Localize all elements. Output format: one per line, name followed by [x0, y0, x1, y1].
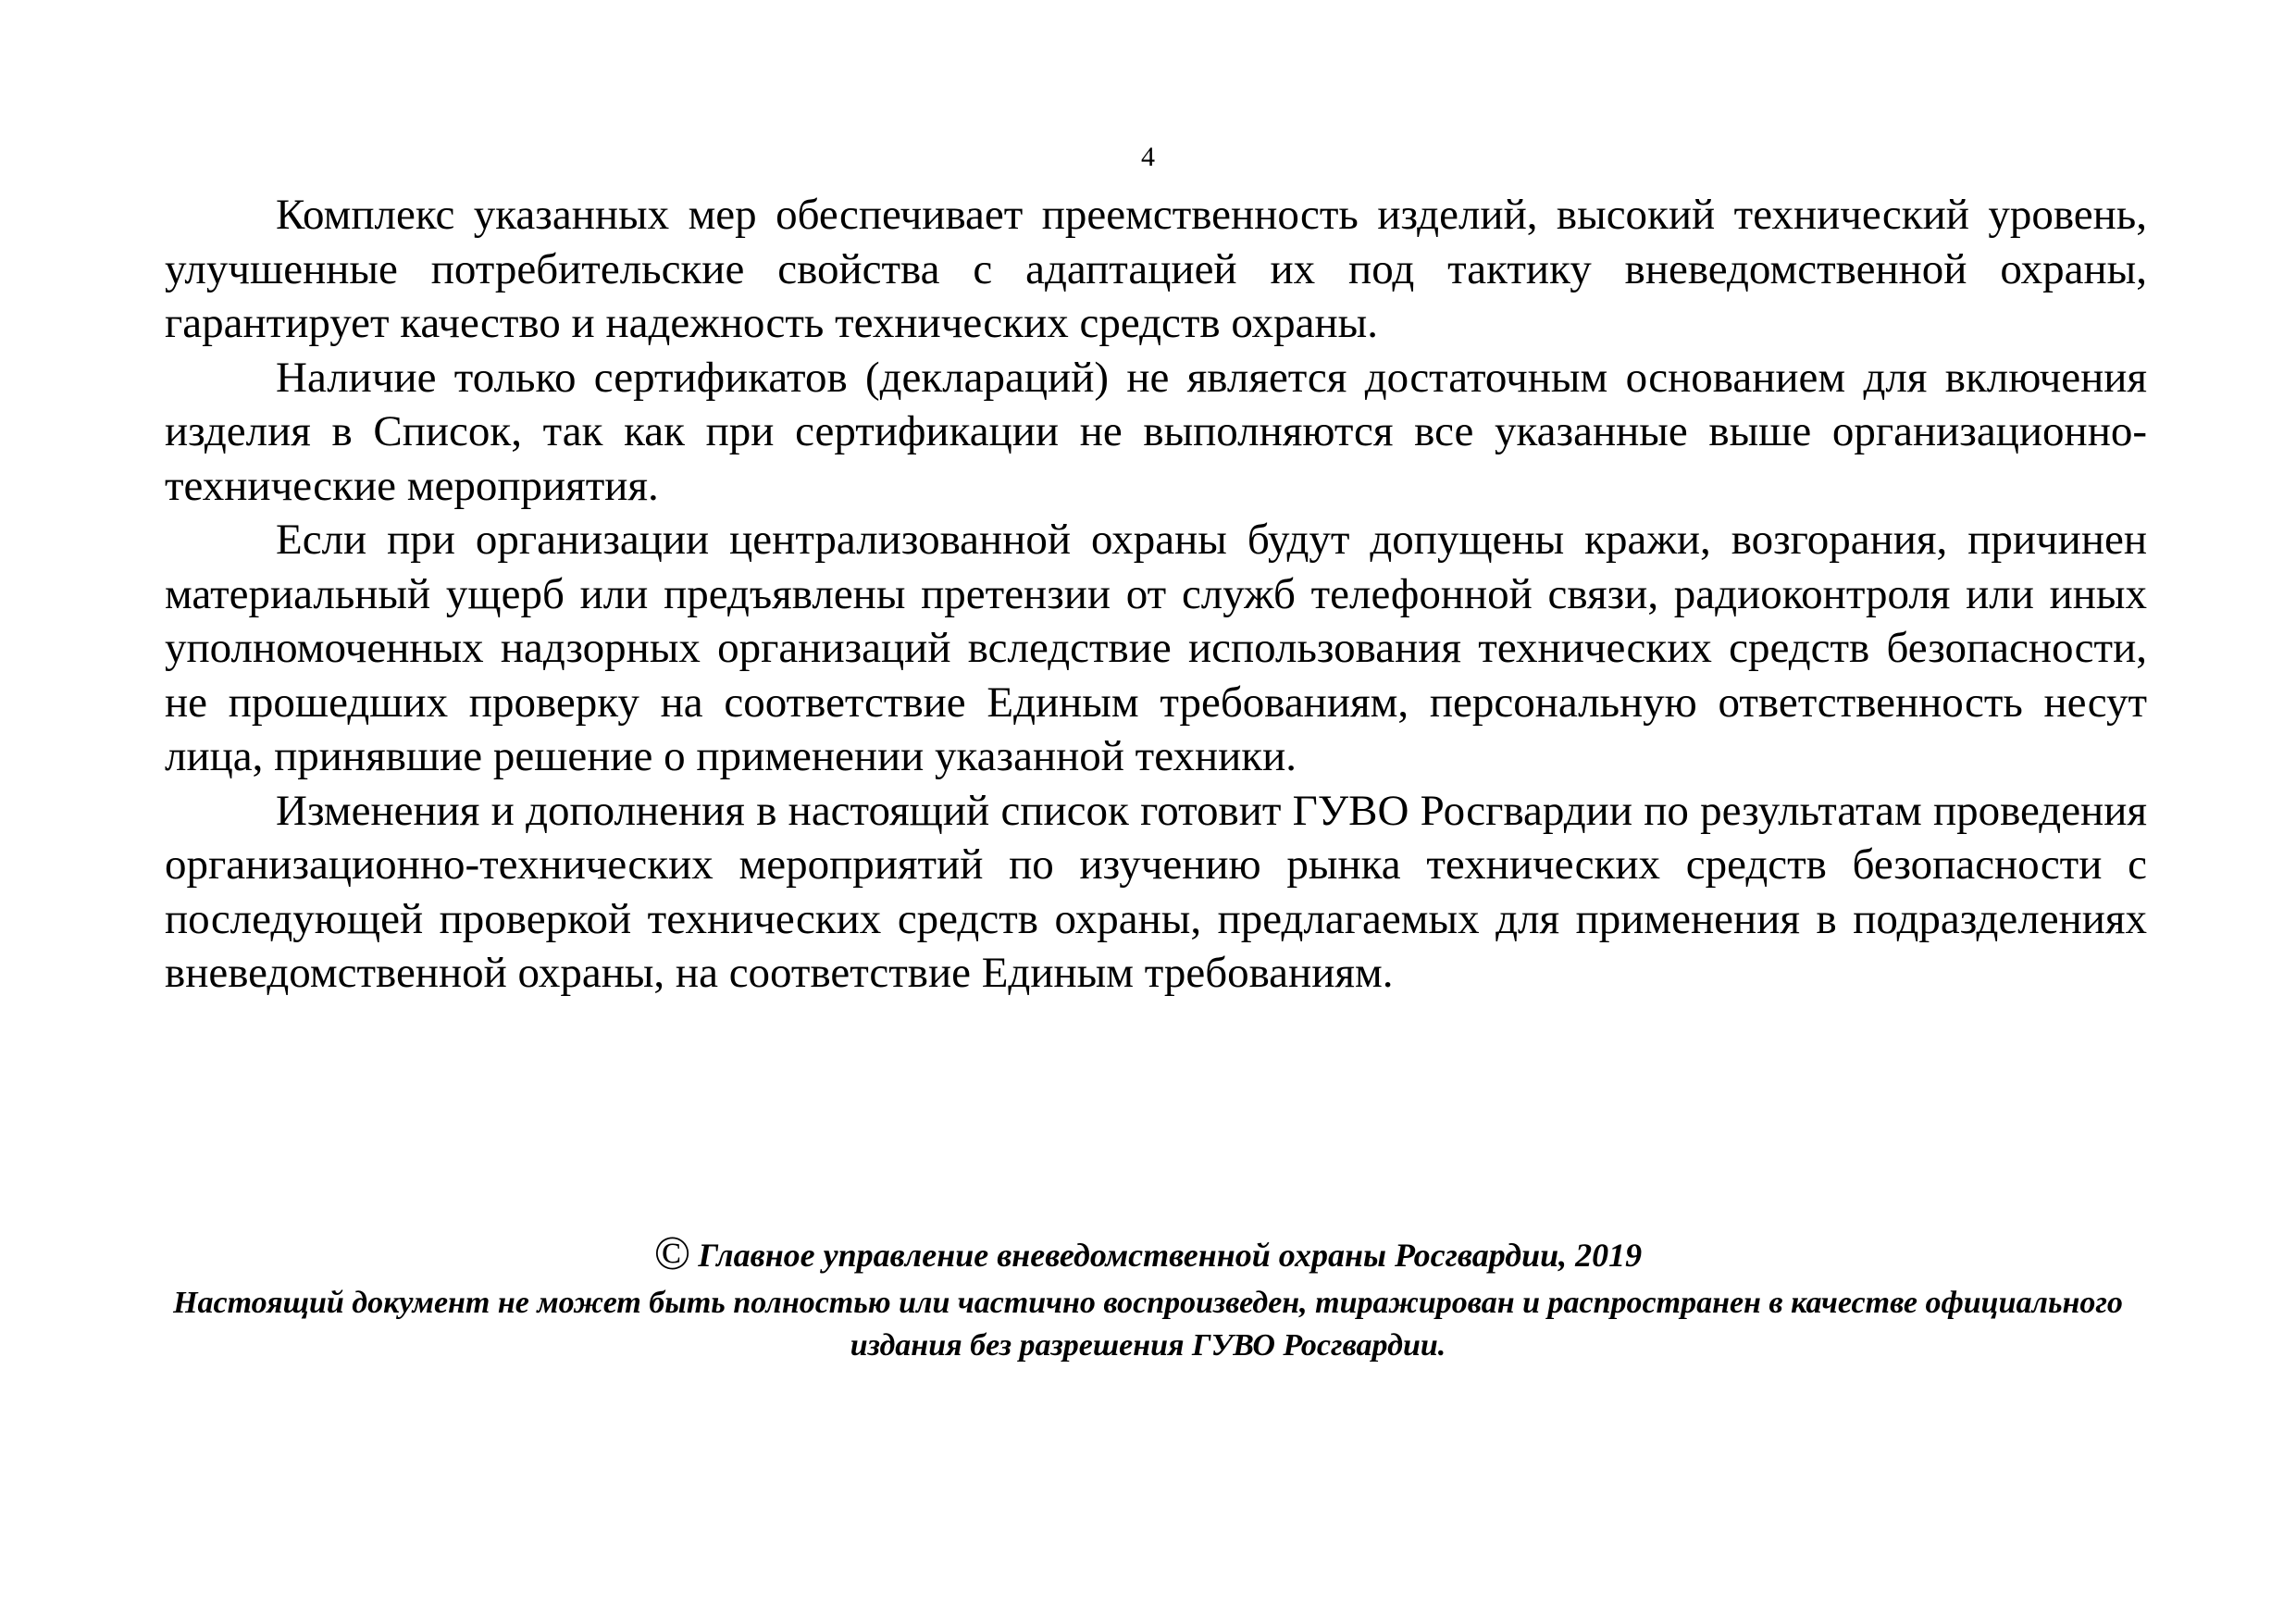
document-body [165, 188, 2147, 1001]
copyright-footer [148, 1227, 2148, 1367]
copyright-holder: Главное управление вневедомственной охраны Росгвардии, 2019 [698, 1237, 1643, 1274]
copyright-icon: © [653, 1227, 691, 1280]
paragraph-measures: Комплекс указанных мер обеспечивает преемственность изделий, высокий технический уровень, улучшенные потребительские свойства с адаптацией их под тактику вневедомственной охраны, гарантирует качество и надежность технических средств охраны. [165, 191, 2147, 347]
page-number: 4 [1141, 142, 1155, 172]
paragraph-responsibility: Если при организации централизованной охраны будут допущены кражи, возгорания, причинен материальный ущерб или предъявлены претензии от служб телефонной связи, радиоконтроля или иных уполномоченных надзорных организаций вследствие использования технических средств безопасности, не прошедших проверку на соответствие Единым требованиям, персональную ответственность несут лица, принявшие решение о применении указанной техники. [165, 516, 2147, 780]
copyright-line [148, 1227, 2148, 1280]
paragraph-certificates: Наличие только сертификатов (деклараций) не является достаточным основанием для включения изделия в Список, так как при сертификации не выполняются все указанные выше организационно-технические мероприятия. [165, 353, 2147, 510]
paragraph-amendments: Изменения и дополнения в настоящий список готовит ГУВО Росгвардии по результатам проведения организационно-технических мероприятий по изучению рынка технических средств безопасности с последующей проверкой технических средств охраны, предлагаемых для применения в подразделениях вневедомственной охраны, на соответствие Единым требованиям. [165, 786, 2147, 997]
reproduction-notice: Настоящий документ не может быть полностью или частично воспроизведен, тиражирован и распространен в качестве официального издания без разрешения ГУВО Росгвардии. [173, 1286, 2123, 1363]
